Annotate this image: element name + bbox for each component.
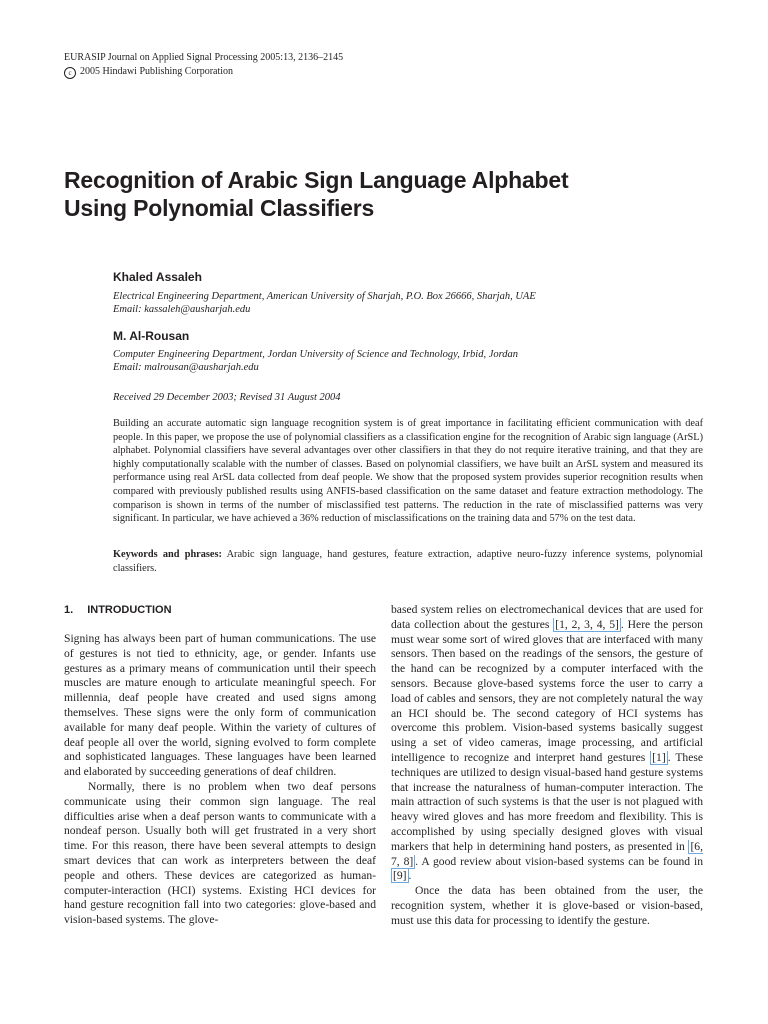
paper-title [64,166,704,222]
body-paragraph: Normally, there is no problem when two deaf persons communicate using their common sign language. The real difficulties arise when a deaf person wants to communicate with a nondeaf person. Usually both will get frustrated in a very short time. For this reason, there have been several attempts to design smart devices that can work as interpreters between the deaf people and others. These devices are categorized as human-computer-interaction (HCI) systems. Existing HCI devices for hand gesture recognition fall into two categories: glove-based and vision-based systems. The glove- [64,779,376,927]
body-text: . These techniques are utilized to design visual-based hand gesture systems that increase the naturalness of human-computer interaction. The main attraction of such systems is that the user is not plagued with heavy wired gloves and has more freedom and flexibility. This is accomplished by using specially designed gloves with visual markers that help in determining hand posters, as presented in [391,750,703,853]
body-paragraph [391,603,703,884]
citation-link[interactable]: [9] [393,869,407,883]
keywords [113,548,703,575]
author-name: M. Al-Rousan [113,329,190,343]
author-email[interactable]: Email: malrousan@ausharjah.edu [113,362,259,373]
body-text: . Here the person must wear some sort of wired gloves that are interfaced with many sensors. Then based on the readings of the sensors, the gesture of the hand can be recognized by a computer interfaced with the sensors. Because glove-based systems force the user to carry a load of cables and sensors, they are not completely natural the way an HCI should be. The second category of HCI systems has overcome this problem. Vision-based systems basically suggest using a set of video cameras, image processing, and artificial intelligence to recognize and interpret hand gestures [391,617,703,764]
right-column [391,603,703,929]
copyright-icon: c [64,67,76,79]
body-text: . A good review about vision-based systems can be found in [415,854,703,868]
abstract: Building an accurate automatic sign language recognition system is of great importance in facilitating efficient communication with deaf people. In this paper, we propose the use of polynomial classifiers as a classification engine for the recognition of Arabic sign language (ArSL) alphabet. Polynomial classifiers have several advantages over other classifiers in that they do not require iterative training, and that they are highly computationally scalable with the number of classes. Based on polynomial classifiers, we have built an ArSL system and measured its performance using real ArSL data collected from deaf people. We show that the proposed system provides superior recognition results when compared with previously published results using ANFIS-based classification on the same dataset and feature extraction methodology. The comparison is shown in terms of the number of misclassified test patterns. The reduction in the rate of misclassified patterns was very significant. In particular, we have achieved a 36% reduction of misclassifications on the training data and 57% on the test data. [113,418,703,525]
body-paragraph: Once the data has been obtained from the user, the recognition system, whether it is glove-based or vision-based, must use this data for processing to identify the gesture. [391,884,703,927]
keywords-text: Arabic sign language, hand gestures, feature extraction, adaptive neuro-fuzzy inference systems, polynomial classifiers. [113,549,703,574]
left-column [64,603,376,928]
journal-citation: EURASIP Journal on Applied Signal Processing 2005:13, 2136–2145 [64,52,344,63]
journal-header [64,51,343,79]
author-affiliation [113,290,713,316]
citation-link[interactable]: [1, 2, 3, 4, 5] [555,617,619,631]
received-dates: Received 29 December 2003; Revised 31 August 2004 [113,392,341,403]
author-email[interactable]: Email: kassaleh@ausharjah.edu [113,304,251,315]
body-text: based system relies on electromechanical devices that are used for data collection about the gestures [391,603,703,631]
copyright-text: 2005 Hindawi Publishing Corporation [80,66,234,77]
citation-link[interactable]: [1] [652,750,666,764]
keywords-label: Keywords and phrases: [113,549,222,560]
section-number: 1. [64,604,74,616]
author-affiliation [113,348,713,374]
body-paragraph: Signing has always been part of human communications. The use of gestures is not tied to ethnicity, age, or gender. Infants use gestures as a primary means of communication until their speech muscles are mature enough to articulate meaningful speech. For millennia, deaf people have created and used signs among themselves. These signs were the only form of communication available for many deaf people. Within the variety of cultures of deaf people all over the world, signing evolved to form complete and sophisticated languages. These languages have been learned and elaborated by succeeding generations of deaf children. [64,632,376,779]
body-text: . [408,869,412,883]
copyright-line [64,65,343,79]
section-heading [64,603,376,617]
author-name: Khaled Assaleh [113,270,202,284]
title-line-2: Using Polynomial Classifiers [64,195,375,221]
section-title: INTRODUCTION [87,604,172,616]
affiliation-text: Electrical Engineering Department, American University of Sharjah, P.O. Box 26666, Sharjah, UAE [113,291,536,302]
title-line-1: Recognition of Arabic Sign Language Alphabet [64,167,569,193]
citation-link[interactable]: [6, 7, 8] [391,839,703,868]
affiliation-text: Computer Engineering Department, Jordan University of Science and Technology, Irbid, Jordan [113,349,519,360]
